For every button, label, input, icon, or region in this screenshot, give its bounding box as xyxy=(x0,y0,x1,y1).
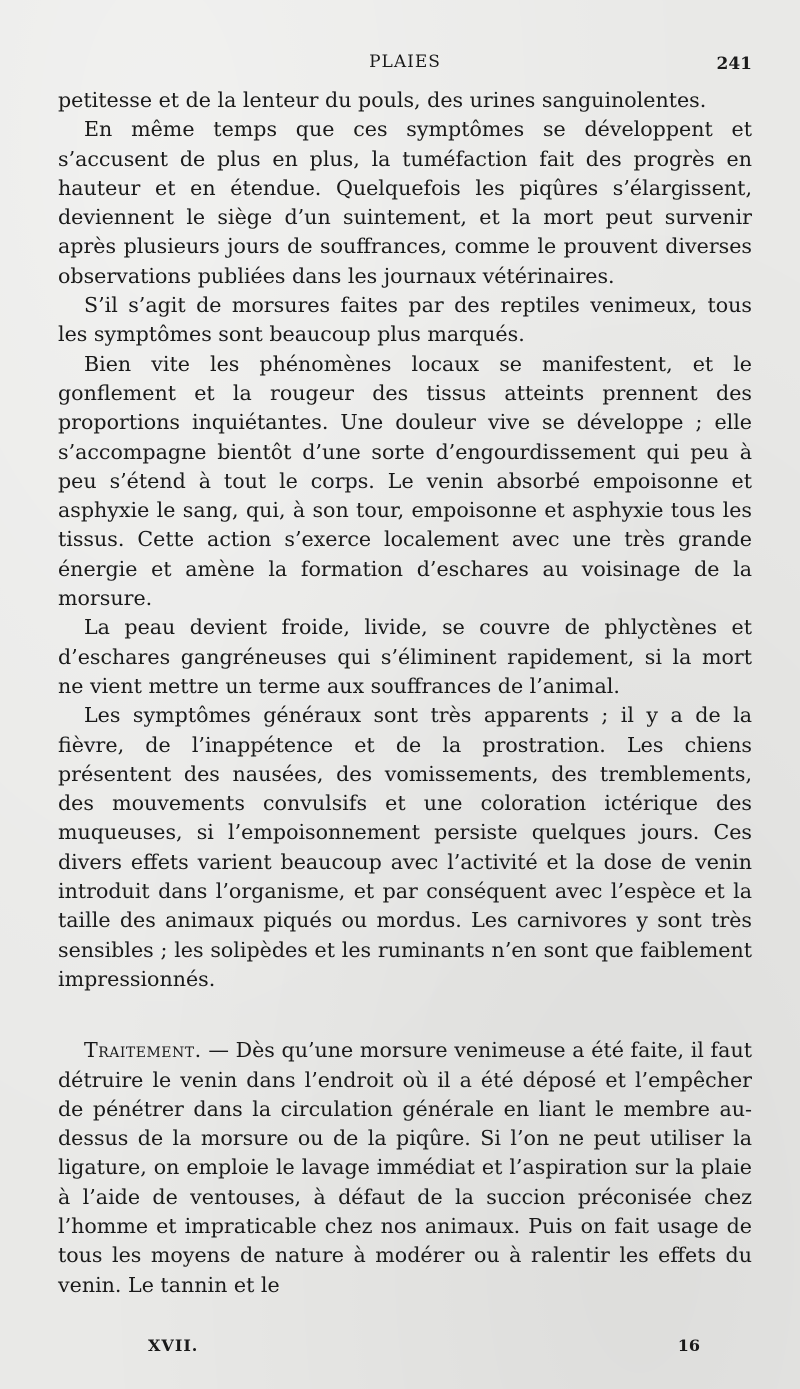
section-spacer xyxy=(58,994,752,1036)
treatment-heading: Traitement. xyxy=(84,1038,202,1063)
paragraph: S’il s’agit de morsures faites par des reptiles venimeux, tous les symptômes sont beaucoup plus marqués. xyxy=(58,293,752,347)
signature-mark: XVII. xyxy=(148,1336,199,1355)
page-body xyxy=(58,86,752,1300)
paragraph: Bien vite les phénomènes locaux se manifestent, et le gonflement et la rougeur des tissus atteints prennent des proportions inquiétantes. Une douleur vive se développe ; elle s’accompagne bientôt d’une sorte d’engourdissement qui peu à peu s’étend à tout le corps. Le venin absorbé empoisonne et asphyxie le sang, qui, à son tour, empoisonne et asphyxie tous les tissus. Cette action s’exerce localement avec une très grande énergie et amène la formation d’eschares au voisinage de la morsure. xyxy=(58,351,752,611)
paragraph: En même temps que ces symptômes se développent et s’accusent de plus en plus, la tuméfaction fait des progrès en hauteur et en étendue. Quelquefois les piqûres s’élargissent, deviennent le siège d’un suintement, et la mort peut survenir après plusieurs jours de souffrances, comme le prouvent diverses observations publiées dans les journaux vétérinaires. xyxy=(58,117,752,288)
sheet-number: 16 xyxy=(677,1336,700,1355)
paragraph: La peau devient froide, livide, se couvre de phlyctènes et d’eschares gangréneuses qui s’éliminent rapidement, si la mort ne vient mettre un terme aux souffrances de l’animal. xyxy=(58,615,752,698)
paragraph: Les symptômes généraux sont très apparents ; il y a de la fièvre, de l’inappétence et de la prostration. Les chiens présentent des nausées, des vomissements, des tremblements, des mouvements convulsifs et une coloration ictérique des muqueuses, si l’empoisonnement persiste quelques jours. Ces divers effets varient beaucoup avec l’activité et la dose de venin introduit dans l’organisme, et par conséquent avec l’espèce et la taille des animaux piqués ou mordus. Les carnivores y sont très sensibles ; les solipèdes et les ruminants n’en sont que faiblement impressionnés. xyxy=(58,703,752,991)
treatment-text: — Dès qu’une morsure venimeuse a été faite, il faut détruire le venin dans l’endroit où il a été déposé et l’empêcher de pénétrer dans la circulation générale en liant le membre au-dessus de la morsure ou de la piqûre. Si l’on ne peut utiliser la ligature, on emploie le lavage immédiat et l’aspiration sur la plaie à l’aide de ventouses, à défaut de la succion préconisée chez l’homme et impraticable chez nos animaux. Puis on fait usage de tous les moyens de nature à modérer ou à ralentir les effets du venin. Le tannin et le xyxy=(58,1038,752,1297)
page-header xyxy=(58,50,752,80)
treatment-paragraph xyxy=(58,1036,752,1300)
page-footer xyxy=(148,1336,700,1360)
running-title: PLAIES xyxy=(369,52,441,72)
paragraph-continuation: petitesse et de la lenteur du pouls, des urines sanguinolentes. xyxy=(58,88,707,112)
page-number: 241 xyxy=(716,54,752,74)
